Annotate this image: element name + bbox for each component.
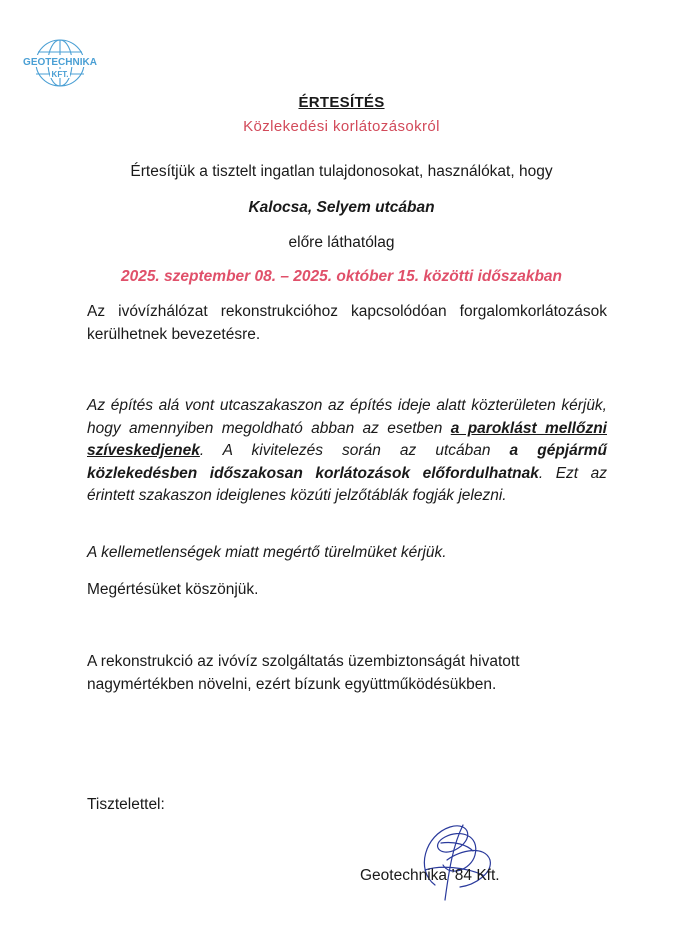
closing-salutation: Tisztelettel: (87, 796, 165, 813)
notice-subtitle: Közlekedési korlátozásokról (243, 118, 440, 135)
location-line: Kalocsa, Selyem utcában (248, 199, 435, 216)
logo-text-line1: GEOTECHNIKA (23, 57, 97, 68)
period-line: 2025. szeptember 08. – 2025. október 15. közötti időszakban (120, 268, 563, 285)
paragraph-reliability: A rekonstrukció az ivóvíz szolgáltatás üzembiztonságát hivatott nagymértékben növelni, ezért bízunk együttműködésükben. (87, 653, 520, 693)
logo-text-line2: KFT. (51, 70, 69, 79)
paragraph2-part2: . A kivitelezés során az utcában (199, 442, 510, 459)
paragraph-patience: A kellemetlenségek miatt megértő türelmüket kérjük. (87, 544, 447, 561)
paragraph-parking-request (87, 395, 607, 508)
paragraph2-emphasis-parking: a paroklást mellőzni szíveskedjenek (87, 419, 607, 459)
paragraph2-part1: Az építés alá vont utcaszakaszon az építés ideje alatt közterületen kérjük, hogy amennyiben megoldható abban az esetben (87, 397, 607, 437)
globe-logo-icon (23, 38, 97, 88)
paragraph-restrictions: Az ivóvízhálózat rekonstrukcióhoz kapcsolódóan forgalomkorlátozások kerülhetnek bevezetésre. (87, 303, 607, 343)
signature-company: Geotechnika ’84 Kft. (360, 867, 500, 884)
company-logo (23, 38, 97, 88)
expected-line: előre láthatólag (288, 234, 395, 251)
notice-title: ÉRTESÍTÉS (298, 94, 385, 111)
handwritten-signature (405, 815, 505, 903)
paragraph-thanks: Megértésüket köszönjük. (87, 581, 259, 598)
paragraph2-part3: . Ezt az érintett szakaszon ideiglenes közúti jelzőtáblák fogják jelezni. (87, 464, 608, 504)
paragraph2-emphasis-traffic: a gépjármű közlekedésben időszakosan korlátozások előfordulhatnak (87, 442, 607, 482)
intro-line: Értesítjük a tisztelt ingatlan tulajdonosokat, használókat, hogy (130, 163, 553, 180)
